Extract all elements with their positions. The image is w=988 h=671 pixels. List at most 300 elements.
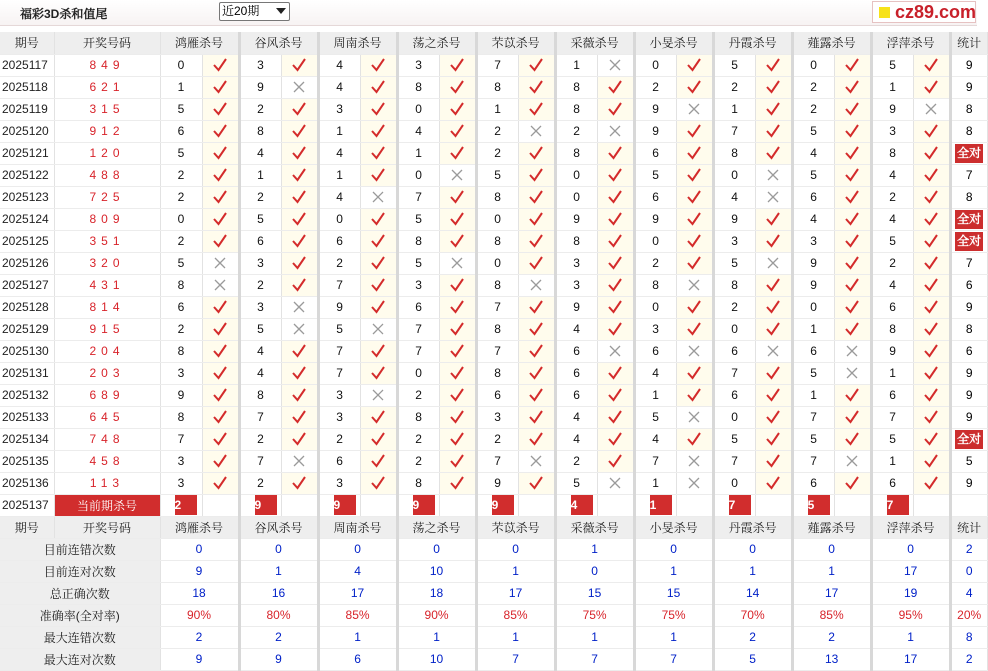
kill-number: 6 bbox=[792, 472, 834, 494]
hit-result bbox=[597, 362, 634, 384]
kill-number: 3 bbox=[713, 230, 755, 252]
kill-number: 6 bbox=[555, 340, 597, 362]
check-icon bbox=[370, 101, 386, 117]
hit-result bbox=[676, 54, 713, 76]
column-header[interactable]: 统计 bbox=[950, 516, 987, 538]
check-icon bbox=[844, 255, 860, 271]
hit-result bbox=[281, 98, 318, 120]
hit-result bbox=[597, 230, 634, 252]
hit-result bbox=[597, 296, 634, 318]
check-icon bbox=[765, 299, 781, 315]
hit-result bbox=[439, 142, 476, 164]
hit-result bbox=[281, 428, 318, 450]
kill-number: 7 bbox=[713, 450, 755, 472]
column-header[interactable]: 浮萍杀号 bbox=[871, 516, 950, 538]
stats-label: 总正确次数 bbox=[0, 582, 160, 604]
hit-result bbox=[913, 274, 950, 296]
check-icon bbox=[528, 79, 544, 95]
miss-result bbox=[202, 252, 239, 274]
cross-icon bbox=[291, 321, 307, 337]
kill-number: 2 bbox=[713, 76, 755, 98]
column-header[interactable]: 期号 bbox=[0, 516, 54, 538]
logo-square-icon bbox=[879, 7, 890, 18]
check-icon bbox=[370, 409, 386, 425]
column-header[interactable]: 芣苡杀号 bbox=[476, 32, 555, 54]
kill-number: 7 bbox=[239, 406, 281, 428]
current-kill-cell bbox=[713, 494, 755, 516]
kill-number: 2 bbox=[871, 186, 913, 208]
hit-result bbox=[360, 428, 397, 450]
hit-result bbox=[281, 142, 318, 164]
check-icon bbox=[370, 277, 386, 293]
issue-number: 2025117 bbox=[0, 54, 54, 76]
miss-result bbox=[281, 450, 318, 472]
miss-result bbox=[597, 472, 634, 494]
hit-result bbox=[676, 296, 713, 318]
check-icon bbox=[607, 321, 623, 337]
hit-result bbox=[913, 76, 950, 98]
check-icon bbox=[607, 167, 623, 183]
cross-icon bbox=[765, 189, 781, 205]
kill-number: 3 bbox=[239, 54, 281, 76]
kill-number: 5 bbox=[792, 120, 834, 142]
check-icon bbox=[607, 79, 623, 95]
check-icon bbox=[686, 123, 702, 139]
kill-number: 1 bbox=[634, 384, 676, 406]
kill-number: 2 bbox=[555, 450, 597, 472]
hit-result bbox=[676, 318, 713, 340]
stats-row bbox=[0, 626, 987, 648]
stats-value: 7 bbox=[634, 648, 713, 670]
miss-result bbox=[597, 120, 634, 142]
stats-value: 1 bbox=[634, 560, 713, 582]
check-icon bbox=[844, 475, 860, 491]
check-icon bbox=[765, 387, 781, 403]
kill-number: 5 bbox=[713, 54, 755, 76]
current-kill-cell bbox=[476, 494, 518, 516]
kill-number: 0 bbox=[397, 164, 439, 186]
hit-result bbox=[202, 230, 239, 252]
issue-number: 2025127 bbox=[0, 274, 54, 296]
table-row bbox=[0, 230, 987, 252]
draw-number: 912 bbox=[54, 120, 160, 142]
cross-icon bbox=[923, 101, 939, 117]
stats-value: 2 bbox=[950, 538, 987, 560]
stats-value: 17 bbox=[318, 582, 397, 604]
column-header[interactable]: 采薇杀号 bbox=[555, 32, 634, 54]
column-header[interactable]: 谷风杀号 bbox=[239, 516, 318, 538]
column-header[interactable]: 开奖号码 bbox=[54, 32, 160, 54]
check-icon bbox=[370, 365, 386, 381]
kill-number: 5 bbox=[871, 428, 913, 450]
kill-number: 5 bbox=[792, 164, 834, 186]
column-header[interactable]: 薤露杀号 bbox=[792, 32, 871, 54]
hit-result bbox=[913, 296, 950, 318]
kill-number: 3 bbox=[634, 318, 676, 340]
stats-value: 16 bbox=[239, 582, 318, 604]
hit-result bbox=[360, 362, 397, 384]
check-icon bbox=[449, 475, 465, 491]
kill-number: 3 bbox=[318, 472, 360, 494]
kill-number: 6 bbox=[871, 296, 913, 318]
kill-number: 1 bbox=[871, 450, 913, 472]
hit-result bbox=[281, 274, 318, 296]
hit-result bbox=[439, 406, 476, 428]
hit-result bbox=[202, 98, 239, 120]
kill-number: 4 bbox=[871, 164, 913, 186]
kill-number: 1 bbox=[239, 164, 281, 186]
hit-result bbox=[360, 230, 397, 252]
check-icon bbox=[212, 101, 228, 117]
check-icon bbox=[370, 431, 386, 447]
table-row bbox=[0, 76, 987, 98]
check-icon bbox=[449, 409, 465, 425]
hit-result bbox=[834, 472, 871, 494]
issue-number: 2025126 bbox=[0, 252, 54, 274]
kill-number: 8 bbox=[476, 76, 518, 98]
kill-number: 9 bbox=[871, 98, 913, 120]
check-icon bbox=[449, 299, 465, 315]
stats-value: 10 bbox=[397, 648, 476, 670]
check-icon bbox=[765, 409, 781, 425]
column-header[interactable]: 采薇杀号 bbox=[555, 516, 634, 538]
check-icon bbox=[449, 453, 465, 469]
check-icon bbox=[844, 277, 860, 293]
stats-value: 85% bbox=[476, 604, 555, 626]
check-icon bbox=[291, 101, 307, 117]
check-icon bbox=[765, 453, 781, 469]
kill-number: 8 bbox=[397, 76, 439, 98]
hit-result bbox=[360, 76, 397, 98]
cross-icon bbox=[844, 343, 860, 359]
check-icon bbox=[370, 167, 386, 183]
kill-number: 0 bbox=[160, 208, 202, 230]
check-icon bbox=[765, 277, 781, 293]
table-row bbox=[0, 340, 987, 362]
hit-result bbox=[597, 318, 634, 340]
column-header[interactable]: 芣苡杀号 bbox=[476, 516, 555, 538]
column-header[interactable]: 丹霞杀号 bbox=[713, 516, 792, 538]
check-icon bbox=[528, 431, 544, 447]
hit-result bbox=[676, 76, 713, 98]
hit-result bbox=[202, 296, 239, 318]
check-icon bbox=[449, 145, 465, 161]
cross-icon bbox=[686, 453, 702, 469]
kill-number: 7 bbox=[397, 318, 439, 340]
hit-result bbox=[439, 340, 476, 362]
site-logo[interactable] bbox=[872, 1, 976, 23]
kill-number: 7 bbox=[397, 186, 439, 208]
kill-number: 9 bbox=[634, 120, 676, 142]
stats-label: 最大连错次数 bbox=[0, 626, 160, 648]
kill-number: 5 bbox=[634, 406, 676, 428]
issue-number: 2025130 bbox=[0, 340, 54, 362]
hit-result bbox=[676, 164, 713, 186]
stats-value: 4 bbox=[950, 582, 987, 604]
kill-number: 0 bbox=[713, 164, 755, 186]
check-icon bbox=[607, 299, 623, 315]
stats-value: 1 bbox=[397, 626, 476, 648]
stats-value: 15 bbox=[634, 582, 713, 604]
column-header[interactable]: 浮萍杀号 bbox=[871, 32, 950, 54]
check-icon bbox=[686, 431, 702, 447]
hit-result bbox=[834, 252, 871, 274]
kill-number: 7 bbox=[318, 274, 360, 296]
kill-number: 9 bbox=[476, 472, 518, 494]
column-header[interactable]: 谷风杀号 bbox=[239, 32, 318, 54]
kill-number: 9 bbox=[713, 208, 755, 230]
kill-number: 2 bbox=[555, 120, 597, 142]
table-row bbox=[0, 208, 987, 230]
miss-result bbox=[518, 120, 555, 142]
miss-result bbox=[360, 318, 397, 340]
issue-number: 2025131 bbox=[0, 362, 54, 384]
kill-number: 5 bbox=[318, 318, 360, 340]
check-icon bbox=[291, 255, 307, 271]
kill-number: 8 bbox=[160, 274, 202, 296]
stats-value: 9 bbox=[160, 648, 239, 670]
column-header[interactable]: 荡之杀号 bbox=[397, 32, 476, 54]
kill-number: 7 bbox=[160, 428, 202, 450]
kill-number: 5 bbox=[634, 164, 676, 186]
row-stat: 9 bbox=[950, 384, 987, 406]
check-icon bbox=[212, 57, 228, 73]
kill-number: 8 bbox=[555, 98, 597, 120]
hit-result bbox=[597, 428, 634, 450]
hit-result bbox=[518, 76, 555, 98]
table-row bbox=[0, 406, 987, 428]
stats-label: 最大连对次数 bbox=[0, 648, 160, 670]
check-icon bbox=[765, 211, 781, 227]
kill-number: 2 bbox=[792, 76, 834, 98]
check-icon bbox=[528, 189, 544, 205]
kill-number: 7 bbox=[713, 120, 755, 142]
kill-number: 7 bbox=[397, 340, 439, 362]
kill-number: 3 bbox=[476, 406, 518, 428]
kill-number: 2 bbox=[397, 384, 439, 406]
hit-result bbox=[518, 428, 555, 450]
current-empty-cell bbox=[597, 494, 634, 516]
check-icon bbox=[449, 343, 465, 359]
check-icon bbox=[686, 79, 702, 95]
stats-value: 2 bbox=[713, 626, 792, 648]
kill-number: 4 bbox=[318, 54, 360, 76]
miss-result bbox=[834, 450, 871, 472]
check-icon bbox=[528, 321, 544, 337]
check-icon bbox=[844, 101, 860, 117]
cross-icon bbox=[528, 123, 544, 139]
kill-number: 5 bbox=[476, 164, 518, 186]
stats-value: 1 bbox=[871, 626, 950, 648]
kill-number: 8 bbox=[397, 406, 439, 428]
check-icon bbox=[686, 387, 702, 403]
current-kill-number: 9 bbox=[334, 495, 356, 515]
hit-result bbox=[518, 296, 555, 318]
kill-number: 8 bbox=[476, 318, 518, 340]
miss-result bbox=[676, 472, 713, 494]
kill-number: 9 bbox=[792, 252, 834, 274]
table-row bbox=[0, 252, 987, 274]
hit-result bbox=[202, 318, 239, 340]
check-icon bbox=[923, 431, 939, 447]
cross-icon bbox=[607, 57, 623, 73]
check-icon bbox=[370, 211, 386, 227]
check-icon bbox=[528, 409, 544, 425]
row-stat: 9 bbox=[950, 406, 987, 428]
hit-result bbox=[834, 318, 871, 340]
table-row bbox=[0, 186, 987, 208]
column-header[interactable]: 统计 bbox=[950, 32, 987, 54]
kill-number: 9 bbox=[634, 98, 676, 120]
kill-number: 4 bbox=[871, 208, 913, 230]
hit-result bbox=[518, 142, 555, 164]
check-icon bbox=[923, 79, 939, 95]
column-header[interactable]: 薤露杀号 bbox=[792, 516, 871, 538]
stats-value: 1 bbox=[634, 626, 713, 648]
current-kill-cell bbox=[634, 494, 676, 516]
kill-number: 3 bbox=[792, 230, 834, 252]
row-stat bbox=[950, 142, 987, 164]
issue-number: 2025129 bbox=[0, 318, 54, 340]
stats-value: 80% bbox=[239, 604, 318, 626]
cross-icon bbox=[370, 387, 386, 403]
column-header[interactable]: 鸿雁杀号 bbox=[160, 32, 239, 54]
check-icon bbox=[923, 211, 939, 227]
stats-value: 1 bbox=[713, 560, 792, 582]
hit-result bbox=[755, 428, 792, 450]
column-header[interactable]: 小旻杀号 bbox=[634, 32, 713, 54]
kill-number: 4 bbox=[318, 142, 360, 164]
check-icon bbox=[844, 189, 860, 205]
row-stat bbox=[950, 230, 987, 252]
column-header[interactable]: 小旻杀号 bbox=[634, 516, 713, 538]
check-icon bbox=[212, 79, 228, 95]
check-icon bbox=[291, 365, 307, 381]
all-correct-badge: 全对 bbox=[955, 430, 983, 449]
current-empty-cell bbox=[202, 494, 239, 516]
hit-result bbox=[755, 208, 792, 230]
kill-number: 8 bbox=[634, 274, 676, 296]
current-kill-number: 9 bbox=[255, 495, 277, 515]
kill-number: 8 bbox=[476, 186, 518, 208]
kill-number: 2 bbox=[634, 252, 676, 274]
column-header[interactable]: 周南杀号 bbox=[318, 32, 397, 54]
stats-value: 75% bbox=[634, 604, 713, 626]
issue-number: 2025128 bbox=[0, 296, 54, 318]
hit-result bbox=[597, 274, 634, 296]
check-icon bbox=[686, 57, 702, 73]
stats-value: 85% bbox=[792, 604, 871, 626]
hit-result bbox=[597, 142, 634, 164]
check-icon bbox=[370, 145, 386, 161]
current-kill-cell bbox=[160, 494, 202, 516]
check-icon bbox=[449, 57, 465, 73]
kill-number: 2 bbox=[239, 186, 281, 208]
check-icon bbox=[370, 79, 386, 95]
hit-result bbox=[913, 142, 950, 164]
hit-result bbox=[834, 384, 871, 406]
kill-number: 0 bbox=[555, 164, 597, 186]
current-kill-number: 5 bbox=[808, 495, 830, 515]
check-icon bbox=[449, 123, 465, 139]
hit-result bbox=[202, 428, 239, 450]
draw-number: 204 bbox=[54, 340, 160, 362]
stats-value: 2 bbox=[239, 626, 318, 648]
kill-number: 6 bbox=[792, 340, 834, 362]
kill-number: 5 bbox=[871, 54, 913, 76]
kill-number: 0 bbox=[318, 208, 360, 230]
check-icon bbox=[923, 387, 939, 403]
kill-number: 2 bbox=[397, 450, 439, 472]
kill-number: 8 bbox=[239, 384, 281, 406]
current-empty-cell bbox=[834, 494, 871, 516]
hit-result bbox=[202, 450, 239, 472]
stats-value: 0 bbox=[318, 538, 397, 560]
period-select[interactable] bbox=[219, 2, 290, 21]
all-correct-badge: 全对 bbox=[955, 232, 983, 251]
kill-number: 4 bbox=[318, 186, 360, 208]
hit-result bbox=[834, 428, 871, 450]
hit-result bbox=[281, 54, 318, 76]
check-icon bbox=[765, 145, 781, 161]
column-header[interactable]: 期号 bbox=[0, 32, 54, 54]
column-header[interactable]: 鸿雁杀号 bbox=[160, 516, 239, 538]
kill-number: 9 bbox=[555, 208, 597, 230]
check-icon bbox=[212, 123, 228, 139]
stats-value: 9 bbox=[239, 648, 318, 670]
miss-result bbox=[281, 76, 318, 98]
cross-icon bbox=[528, 277, 544, 293]
kill-number: 1 bbox=[871, 362, 913, 384]
stats-value: 2 bbox=[160, 626, 239, 648]
kill-number: 0 bbox=[397, 362, 439, 384]
column-header[interactable]: 开奖号码 bbox=[54, 516, 160, 538]
hit-result bbox=[360, 98, 397, 120]
row-stat: 6 bbox=[950, 274, 987, 296]
stats-value: 17 bbox=[792, 582, 871, 604]
kill-number: 8 bbox=[397, 472, 439, 494]
cross-icon bbox=[844, 365, 860, 381]
hit-result bbox=[913, 384, 950, 406]
kill-number: 7 bbox=[792, 450, 834, 472]
row-stat: 9 bbox=[950, 296, 987, 318]
kill-number: 9 bbox=[871, 340, 913, 362]
kill-number: 3 bbox=[318, 98, 360, 120]
kill-number: 0 bbox=[476, 252, 518, 274]
kill-number: 0 bbox=[713, 406, 755, 428]
kill-number: 1 bbox=[555, 54, 597, 76]
stats-value: 18 bbox=[397, 582, 476, 604]
kill-number: 3 bbox=[871, 120, 913, 142]
hit-result bbox=[597, 76, 634, 98]
kill-number: 4 bbox=[239, 362, 281, 384]
column-header[interactable]: 周南杀号 bbox=[318, 516, 397, 538]
check-icon bbox=[212, 387, 228, 403]
check-icon bbox=[686, 233, 702, 249]
kill-number: 2 bbox=[160, 186, 202, 208]
hit-result bbox=[518, 362, 555, 384]
stats-value: 17 bbox=[871, 560, 950, 582]
kill-number: 0 bbox=[792, 54, 834, 76]
hit-result bbox=[518, 252, 555, 274]
cross-icon bbox=[370, 321, 386, 337]
column-header[interactable]: 荡之杀号 bbox=[397, 516, 476, 538]
check-icon bbox=[449, 387, 465, 403]
column-header[interactable]: 丹霞杀号 bbox=[713, 32, 792, 54]
current-kill-number: 1 bbox=[650, 495, 672, 515]
kill-number: 4 bbox=[555, 406, 597, 428]
hit-result bbox=[281, 406, 318, 428]
